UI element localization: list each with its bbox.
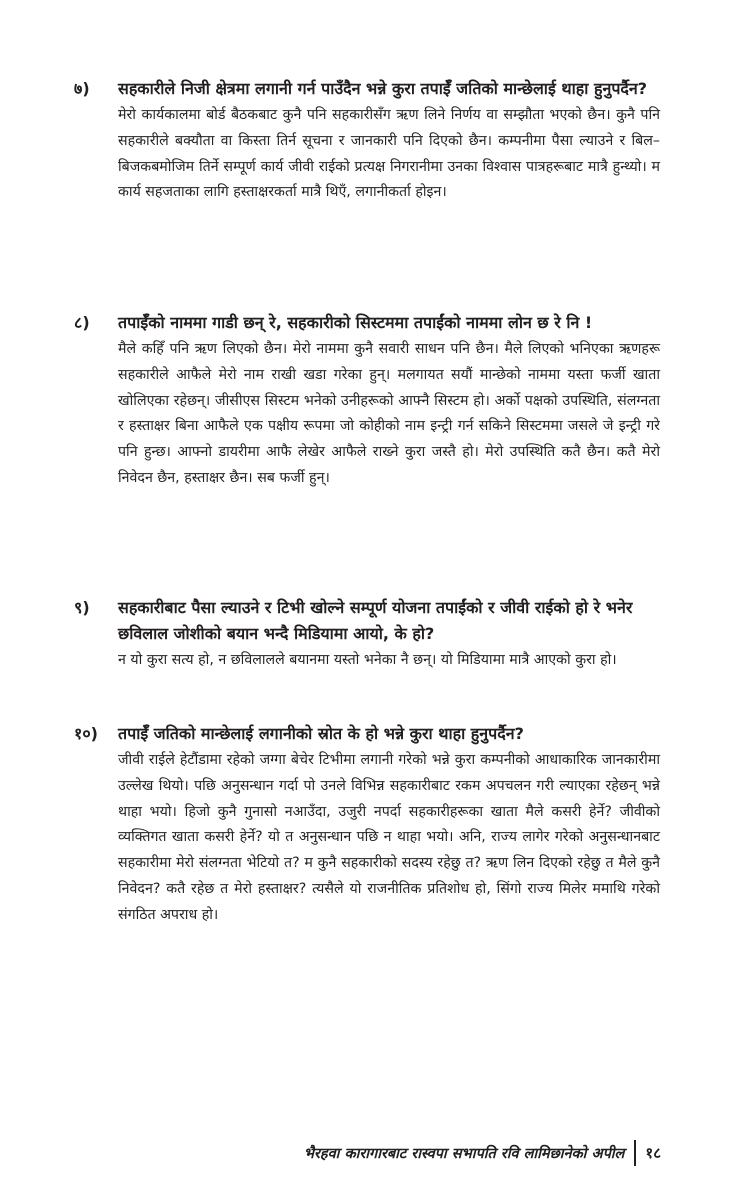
question-heading — [74, 721, 660, 747]
page-number: १८ — [645, 1144, 661, 1162]
question-heading — [74, 310, 660, 336]
question-number: ७) — [74, 79, 90, 98]
question-text: तपाईँ जतिको मान्छेलाई लगानीको स्रोत के हो भन्ने कुरा थाहा हुनुपर्दैन? — [118, 724, 524, 743]
page-footer — [304, 1138, 661, 1168]
question-number: ८) — [74, 313, 90, 332]
question-heading — [74, 76, 660, 102]
footer-divider — [634, 1140, 636, 1166]
qa-item-7 — [74, 76, 660, 206]
answer-paragraph: मैले कहिँ पनि ऋण लिएको छैन। मेरो नाममा कुनै सवारी साधन पनि छैन। मैले लिएको भनिएका ऋणहरू सहकारीले आफैले मेरो नाम राखी खडा गरेका हुन्। मलगायत सयौं मान्छेको नाममा यस्ता फर्जी खाता खोलिएका रहेछन्। जीसीएस सिस्टम भनेको उनीहरूको आफ्नै सिस्टम हो। अर्को पक्षको उपस्थिति, संलग्नता र हस्ताक्षर बिना आफैले एक पक्षीय रूपमा जो कोहीको नाम इन्ट्री गर्न सकिने सिस्टममा जसले जे इन्ट्री गरे पनि हुन्छ। आफ्नो डायरीमा आफै लेखेर आफैले राख्ने कुरा जस्तै हो। मेरो उपस्थिति कतै छैन। कतै मेरो निवेदन छैन, हस्ताक्षर छैन। सब फर्जी हुन्। — [118, 341, 660, 486]
answer-paragraph: जीवी राईले हेटौंडामा रहेको जग्गा बेचेर टिभीमा लगानी गरेको भन्ने कुरा कम्पनीको आधाकारिक जानकारीमा उल्लेख थियो। पछि अनुसन्धान गर्दा पो उनले विभिन्न सहकारीबाट रकम अपचलन गरी ल्याएका रहेछन् भन्ने थाहा भयो। हिजो कुनै गुनासो नआउँदा, उजुरी नपर्दा सहकारीहरूका खाता मैले कसरी हेर्ने? जीवीको व्यक्तिगत खाता कसरी हेर्ने? यो त अनुसन्धान पछि न थाहा भयो। अनि, राज्य लागेर गरेको अनुसन्धानबाट सहकारीमा मेरो संलग्नता भेटियो त? म कुनै सहकारीको सदस्य रहेछु त? ऋण लिन दिएको रहेछु त मैले कुनै निवेदन? कतै रहेछ त मेरो हस्ताक्षर? त्यसैले यो राजनीतिक प्रतिशोध हो, सिंगो राज्य मिलेर ममाथि गरेको संगठित अपराध हो। — [118, 752, 660, 923]
answer-paragraph: न यो कुरा सत्य हो, न छविलालले बयानमा यस्तो भनेका नै छन्। यो मिडियामा मात्रै आएको कुरा हो। — [118, 652, 617, 668]
question-text: सहकारीबाट पैसा ल्याउने र टिभी खोल्ने सम्पूर्ण योजना तपाईंको र जीवी राईको हो रे भनेर छविलाल जोशीको बयान भन्दै मिडियामा आयो, के हो? — [118, 598, 633, 643]
qa-item-8 — [74, 310, 660, 492]
question-text: सहकारीले निजी क्षेत्रमा लगानी गर्न पाउँदैन भन्ने कुरा तपाईँ जतिको मान्छेलाई थाहा हुनुपर्दैन? — [118, 79, 648, 98]
answer-paragraph: मेरो कार्यकालमा बोर्ड बैठकबाट कुनै पनि सहकारीसँग ऋण लिने निर्णय वा सम्झौता भएको छैन। कुनै पनि सहकारीले बक्यौता वा किस्ता तिर्न सूचना र जानकारी पनि दिएको छैन। कम्पनीमा पैसा ल्याउने र बिल–बिजकबमोजिम तिर्ने सम्पूर्ण कार्य जीवी राईको प्रत्यक्ष निगरानीमा उनका विश्वास पात्रहरूबाट मात्रै हुन्थ्यो। म कार्य सहजताका लागि हस्ताक्षरकर्ता मात्रै थिएँ, लगानीकर्ता होइन। — [118, 107, 660, 201]
question-number: १०) — [74, 724, 98, 743]
qa-item-10 — [74, 721, 660, 929]
question-number: ९) — [74, 598, 90, 617]
question-text: तपाईँको नाममा गाडी छन् रे, सहकारीको सिस्टममा तपाईंको नाममा लोन छ रे नि ! — [118, 313, 593, 332]
question-heading — [74, 595, 660, 647]
footer-title: भैरहवा कारागारबाट रास्वपा सभापति रवि लामिछानेको अपील — [303, 1146, 625, 1162]
qa-item-9 — [74, 595, 660, 674]
